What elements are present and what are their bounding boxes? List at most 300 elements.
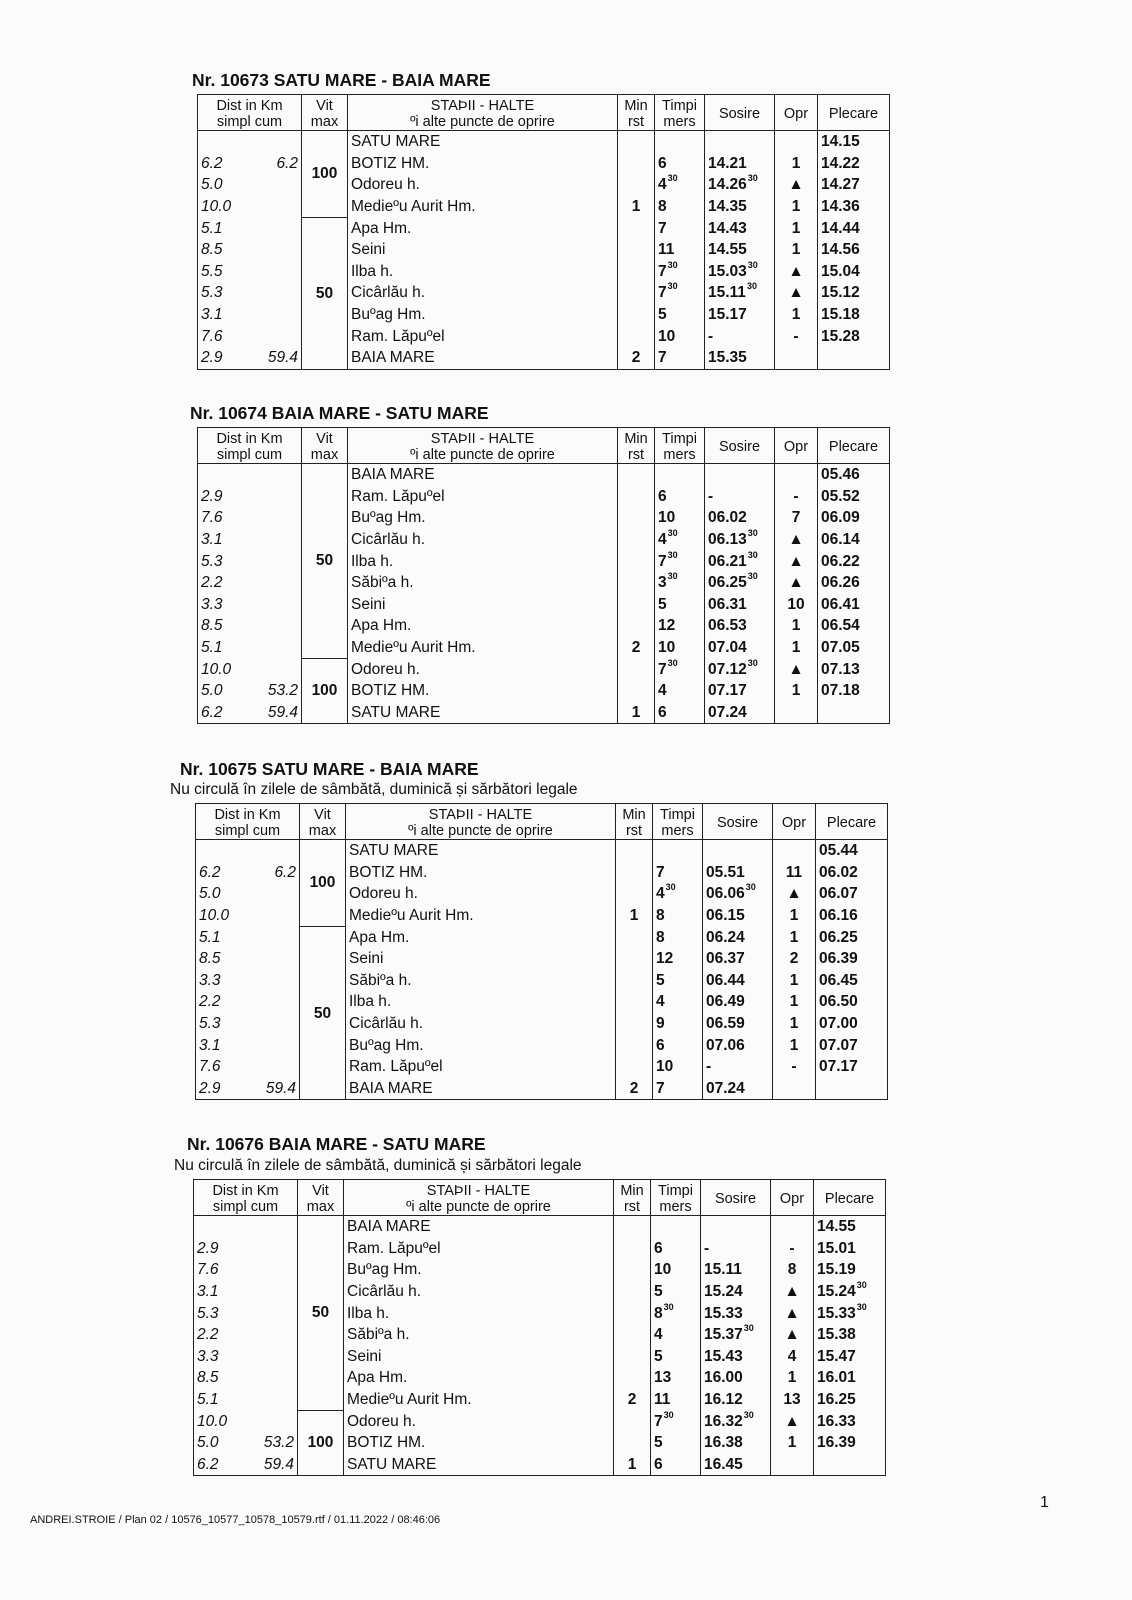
distance-simple: 7.6 bbox=[198, 507, 250, 529]
header-label: Plecare bbox=[824, 1190, 875, 1207]
departure-time bbox=[814, 1324, 886, 1346]
departure-value: 06.41 bbox=[821, 595, 860, 613]
distance-simple: 3.1 bbox=[194, 1281, 246, 1303]
station-name: Ram. Lăpuºel bbox=[348, 486, 618, 508]
station-name: Apa Hm. bbox=[348, 615, 618, 637]
stop-duration: ▲ bbox=[771, 1302, 814, 1324]
distance-cumulative bbox=[248, 970, 300, 992]
stop-duration bbox=[775, 131, 818, 153]
travel-time bbox=[655, 529, 705, 551]
station-row bbox=[194, 1346, 886, 1368]
stop-duration: 1 bbox=[771, 1367, 814, 1389]
departure-value: 15.01 bbox=[817, 1239, 856, 1257]
travel-time-value: 4 bbox=[658, 176, 667, 194]
arrival-time bbox=[705, 196, 775, 218]
header-min-rest bbox=[616, 804, 653, 840]
distance-cumulative bbox=[246, 1281, 298, 1303]
travel-time-value: 7 bbox=[654, 1412, 663, 1430]
station-row bbox=[198, 529, 890, 551]
arrival-time bbox=[703, 926, 773, 948]
departure-value: 14.15 bbox=[821, 133, 860, 151]
arrival-time bbox=[701, 1259, 771, 1281]
station-name: Săbiºa h. bbox=[348, 572, 618, 594]
departure-value: 15.38 bbox=[817, 1326, 856, 1344]
distance-cumulative bbox=[250, 174, 302, 196]
arrival-time bbox=[703, 970, 773, 992]
header-stations bbox=[348, 428, 618, 464]
stop-duration: ▲ bbox=[775, 282, 818, 304]
distance-cumulative bbox=[250, 282, 302, 304]
station-name: BAIA MARE bbox=[348, 464, 618, 486]
header-label: rst bbox=[627, 113, 645, 130]
arrival-value: 06.13 bbox=[708, 531, 747, 549]
superscript-seconds: 30 bbox=[743, 1323, 754, 1334]
arrival-time bbox=[701, 1389, 771, 1411]
distance-cumulative bbox=[248, 991, 300, 1013]
departure-value: 06.16 bbox=[819, 907, 858, 925]
travel-time bbox=[653, 926, 703, 948]
min-rest bbox=[618, 217, 655, 239]
distance-simple: 5.3 bbox=[198, 550, 250, 572]
distance-cumulative bbox=[246, 1302, 298, 1324]
arrival-time bbox=[703, 905, 773, 927]
distance-simple: 3.3 bbox=[194, 1346, 246, 1368]
travel-time-value: 4 bbox=[658, 682, 667, 700]
departure-value: 16.25 bbox=[817, 1391, 856, 1409]
stop-duration: 1 bbox=[773, 926, 816, 948]
superscript-seconds: 30 bbox=[856, 1302, 867, 1312]
header-label: Sosire bbox=[714, 1190, 757, 1207]
arrival-time bbox=[705, 615, 775, 637]
distance-simple: 3.3 bbox=[196, 970, 248, 992]
header-min-rest bbox=[614, 1180, 651, 1216]
distance-simple bbox=[198, 464, 250, 486]
station-name: Medieºu Aurit Hm. bbox=[346, 905, 616, 927]
distance-simple: 2.9 bbox=[198, 347, 250, 369]
arrival-value: 06.02 bbox=[708, 509, 747, 527]
min-rest bbox=[618, 594, 655, 616]
arrival-value: 06.06 bbox=[706, 885, 745, 903]
station-name: Ram. Lăpuºel bbox=[346, 1056, 616, 1078]
departure-time bbox=[818, 239, 890, 261]
stop-duration: ▲ bbox=[775, 261, 818, 283]
station-row bbox=[198, 325, 890, 347]
arrival-time bbox=[705, 486, 775, 508]
station-row bbox=[196, 862, 888, 884]
distance-cumulative: 53.2 bbox=[246, 1432, 298, 1454]
distance-cumulative bbox=[250, 131, 302, 153]
distance-simple: 2.9 bbox=[196, 1078, 248, 1100]
travel-time bbox=[651, 1281, 701, 1303]
superscript-seconds: 30 bbox=[747, 571, 758, 582]
departure-value: 05.44 bbox=[819, 842, 858, 860]
station-row bbox=[198, 196, 890, 218]
travel-time-value: 5 bbox=[654, 1347, 663, 1365]
stop-duration: 1 bbox=[775, 304, 818, 326]
min-rest bbox=[618, 131, 655, 153]
departure-value: 16.01 bbox=[817, 1369, 856, 1387]
arrival-value: 15.24 bbox=[704, 1283, 743, 1301]
min-rest bbox=[616, 883, 653, 905]
min-rest bbox=[616, 948, 653, 970]
arrival-value: 07.17 bbox=[708, 682, 747, 700]
station-row bbox=[194, 1389, 886, 1411]
station-name: Cicârlău h. bbox=[348, 282, 618, 304]
station-row bbox=[196, 970, 888, 992]
distance-simple: 3.1 bbox=[198, 304, 250, 326]
travel-time bbox=[651, 1324, 701, 1346]
stop-duration: ▲ bbox=[775, 550, 818, 572]
station-row bbox=[196, 840, 888, 862]
max-speed: 100 bbox=[302, 131, 348, 218]
arrival-value: 15.37 bbox=[704, 1326, 743, 1344]
travel-time bbox=[655, 507, 705, 529]
distance-cumulative bbox=[250, 217, 302, 239]
travel-time bbox=[655, 347, 705, 369]
header-label: max bbox=[308, 822, 337, 839]
station-name: Ram. Lăpuºel bbox=[348, 325, 618, 347]
arrival-value: 16.12 bbox=[704, 1391, 743, 1409]
header-label: STAÞII - HALTE bbox=[430, 97, 535, 114]
header-label: STAÞII - HALTE bbox=[428, 806, 533, 823]
arrival-time bbox=[703, 1056, 773, 1078]
min-rest: 1 bbox=[614, 1454, 651, 1476]
header-label: cum bbox=[254, 446, 283, 463]
header-label: Vit bbox=[316, 430, 333, 447]
header-stop bbox=[773, 804, 816, 840]
stop-duration bbox=[771, 1454, 814, 1476]
stop-duration: - bbox=[775, 325, 818, 347]
header-label: max bbox=[310, 113, 339, 130]
arrival-time bbox=[705, 153, 775, 175]
departure-time bbox=[818, 486, 890, 508]
distance-cumulative: 59.4 bbox=[250, 702, 302, 724]
train-title: Nr. 10673 SATU MARE - BAIA MARE bbox=[192, 70, 491, 90]
distance-cumulative bbox=[250, 658, 302, 680]
min-rest bbox=[614, 1238, 651, 1260]
station-row bbox=[196, 926, 888, 948]
departure-value: 15.18 bbox=[821, 306, 860, 324]
travel-time bbox=[655, 282, 705, 304]
station-row bbox=[196, 1078, 888, 1100]
distance-simple: 3.1 bbox=[198, 529, 250, 551]
min-rest: 2 bbox=[618, 347, 655, 369]
distance-cumulative bbox=[248, 1013, 300, 1035]
superscript-seconds: 30 bbox=[747, 528, 758, 539]
distance-cumulative bbox=[246, 1238, 298, 1260]
station-name: Medieºu Aurit Hm. bbox=[348, 637, 618, 659]
travel-time bbox=[651, 1454, 701, 1476]
header-stations bbox=[346, 804, 616, 840]
travel-time-value: 7 bbox=[658, 660, 667, 678]
departure-time bbox=[818, 261, 890, 283]
departure-value: 07.00 bbox=[819, 1015, 858, 1033]
arrival-value: 16.00 bbox=[704, 1369, 743, 1387]
departure-value: 06.39 bbox=[819, 950, 858, 968]
min-rest bbox=[618, 550, 655, 572]
station-name: Seini bbox=[348, 594, 618, 616]
distance-simple bbox=[198, 131, 250, 153]
min-rest bbox=[618, 174, 655, 196]
distance-cumulative bbox=[246, 1216, 298, 1238]
station-name: SATU MARE bbox=[346, 840, 616, 862]
header-row bbox=[194, 1180, 886, 1216]
stop-duration bbox=[773, 1078, 816, 1100]
max-speed: 100 bbox=[302, 658, 348, 723]
distance-cumulative bbox=[250, 239, 302, 261]
travel-time-value: 11 bbox=[654, 1391, 671, 1409]
timetable bbox=[197, 427, 890, 724]
departure-time bbox=[814, 1346, 886, 1368]
departure-time bbox=[818, 347, 890, 369]
distance-cumulative: 53.2 bbox=[250, 680, 302, 702]
superscript-seconds: 30 bbox=[856, 1280, 867, 1291]
header-travel-time bbox=[655, 428, 705, 464]
station-row bbox=[198, 658, 890, 680]
travel-time-value: 13 bbox=[654, 1369, 672, 1387]
departure-time bbox=[814, 1410, 886, 1432]
departure-time bbox=[814, 1432, 886, 1454]
min-rest bbox=[618, 658, 655, 680]
min-rest bbox=[614, 1324, 651, 1346]
distance-simple: 2.2 bbox=[194, 1324, 246, 1346]
station-row bbox=[198, 347, 890, 369]
min-rest: 1 bbox=[618, 196, 655, 218]
arrival-time bbox=[701, 1216, 771, 1238]
min-rest bbox=[618, 529, 655, 551]
station-name: Odoreu h. bbox=[346, 883, 616, 905]
departure-time bbox=[814, 1259, 886, 1281]
distance-simple: 5.3 bbox=[198, 282, 250, 304]
station-row bbox=[194, 1324, 886, 1346]
arrival-value: 15.11 bbox=[708, 284, 746, 302]
arrival-time bbox=[701, 1432, 771, 1454]
stop-duration bbox=[775, 464, 818, 486]
distance-cumulative bbox=[248, 948, 300, 970]
timetable bbox=[197, 94, 890, 370]
stop-duration: - bbox=[775, 486, 818, 508]
travel-time bbox=[655, 658, 705, 680]
departure-time bbox=[818, 615, 890, 637]
departure-value: 06.45 bbox=[819, 971, 858, 989]
travel-time-value: 8 bbox=[656, 928, 665, 946]
station-name: Ilba h. bbox=[346, 991, 616, 1013]
stop-duration: ▲ bbox=[771, 1281, 814, 1303]
travel-time bbox=[655, 217, 705, 239]
travel-time-value: 10 bbox=[654, 1261, 672, 1279]
arrival-value: - bbox=[708, 487, 714, 505]
travel-time-value: 7 bbox=[656, 1079, 665, 1097]
superscript-seconds: 30 bbox=[663, 1302, 674, 1312]
min-rest bbox=[616, 926, 653, 948]
station-row bbox=[198, 550, 890, 572]
departure-value: 06.14 bbox=[821, 531, 860, 549]
station-name: BAIA MARE bbox=[346, 1078, 616, 1100]
station-row bbox=[196, 1056, 888, 1078]
train-title: Nr. 10675 SATU MARE - BAIA MARE bbox=[180, 759, 479, 779]
arrival-value: 07.12 bbox=[708, 660, 747, 678]
departure-time bbox=[816, 1056, 888, 1078]
travel-time-value: 7 bbox=[658, 262, 667, 280]
header-label: ºi alte puncte de oprire bbox=[408, 822, 553, 839]
departure-value: 16.33 bbox=[817, 1412, 856, 1430]
departure-value: 14.56 bbox=[821, 241, 860, 259]
stop-duration: 1 bbox=[773, 1034, 816, 1056]
header-label: Opr bbox=[783, 105, 809, 122]
station-name: Ilba h. bbox=[348, 550, 618, 572]
stop-duration: ▲ bbox=[775, 572, 818, 594]
travel-time-value: 8 bbox=[656, 907, 665, 925]
station-row bbox=[194, 1432, 886, 1454]
arrival-time bbox=[703, 840, 773, 862]
header-label: STAÞII - HALTE bbox=[430, 430, 535, 447]
header-label: ºi alte puncte de oprire bbox=[410, 113, 555, 130]
header-departure bbox=[818, 428, 890, 464]
station-row bbox=[198, 304, 890, 326]
distance-simple bbox=[194, 1216, 246, 1238]
min-rest bbox=[618, 304, 655, 326]
departure-value: 15.19 bbox=[817, 1261, 856, 1279]
travel-time bbox=[655, 239, 705, 261]
stop-duration: 10 bbox=[775, 594, 818, 616]
min-rest bbox=[616, 991, 653, 1013]
departure-time bbox=[818, 594, 890, 616]
header-label: max bbox=[310, 446, 339, 463]
arrival-value: 05.51 bbox=[706, 863, 745, 881]
station-name: Cicârlău h. bbox=[348, 529, 618, 551]
superscript-seconds: 30 bbox=[667, 571, 678, 582]
header-label: Min bbox=[622, 806, 646, 823]
arrival-value: - bbox=[706, 1058, 712, 1076]
departure-value: 07.18 bbox=[821, 682, 860, 700]
station-name: Medieºu Aurit Hm. bbox=[344, 1389, 614, 1411]
station-name: SATU MARE bbox=[348, 702, 618, 724]
distance-simple: 7.6 bbox=[194, 1259, 246, 1281]
distance-simple: 5.3 bbox=[196, 1013, 248, 1035]
travel-time bbox=[651, 1216, 701, 1238]
departure-value: 07.07 bbox=[819, 1036, 858, 1054]
departure-time bbox=[818, 282, 890, 304]
min-rest bbox=[614, 1281, 651, 1303]
header-label: Vit bbox=[314, 806, 331, 823]
station-row bbox=[196, 1034, 888, 1056]
station-name: Ilba h. bbox=[344, 1302, 614, 1324]
distance-cumulative: 59.4 bbox=[248, 1078, 300, 1100]
distance-simple: 6.2 bbox=[198, 702, 250, 724]
station-row bbox=[198, 131, 890, 153]
distance-simple: 8.5 bbox=[194, 1367, 246, 1389]
arrival-time bbox=[701, 1302, 771, 1324]
station-row bbox=[198, 464, 890, 486]
train-title: Nr. 10676 BAIA MARE - SATU MARE bbox=[187, 1134, 486, 1154]
min-rest bbox=[618, 680, 655, 702]
distance-cumulative bbox=[250, 637, 302, 659]
departure-value: 07.17 bbox=[819, 1058, 858, 1076]
distance-simple: 5.0 bbox=[194, 1432, 246, 1454]
header-label: in Km bbox=[241, 1182, 279, 1199]
departure-value: 05.52 bbox=[821, 487, 860, 505]
stop-duration bbox=[773, 840, 816, 862]
station-name: Buºag Hm. bbox=[348, 304, 618, 326]
travel-time bbox=[651, 1367, 701, 1389]
travel-time bbox=[653, 840, 703, 862]
header-label: Dist bbox=[216, 97, 242, 114]
travel-time bbox=[655, 325, 705, 347]
stop-duration: - bbox=[771, 1238, 814, 1260]
stop-duration: 1 bbox=[775, 680, 818, 702]
travel-time-value: 12 bbox=[658, 617, 676, 635]
departure-value: 06.54 bbox=[821, 617, 860, 635]
travel-time-value: 6 bbox=[654, 1239, 663, 1257]
stop-duration: 11 bbox=[773, 862, 816, 884]
header-departure bbox=[818, 95, 890, 131]
header-label: mers bbox=[663, 446, 696, 463]
departure-value: 06.22 bbox=[821, 552, 860, 570]
header-arrival bbox=[703, 804, 773, 840]
min-rest: 2 bbox=[614, 1389, 651, 1411]
distance-simple: 3.1 bbox=[196, 1034, 248, 1056]
distance-simple: 7.6 bbox=[198, 325, 250, 347]
arrival-time bbox=[701, 1324, 771, 1346]
station-name: Seini bbox=[346, 948, 616, 970]
distance-cumulative bbox=[250, 486, 302, 508]
travel-time-value: 5 bbox=[656, 971, 665, 989]
stop-duration: 1 bbox=[775, 637, 818, 659]
station-name: Seini bbox=[348, 239, 618, 261]
stop-duration: 1 bbox=[773, 905, 816, 927]
distance-simple: 10.0 bbox=[194, 1410, 246, 1432]
header-label: max bbox=[306, 1198, 335, 1215]
station-row bbox=[198, 637, 890, 659]
distance-cumulative bbox=[250, 615, 302, 637]
header-travel-time bbox=[653, 804, 703, 840]
arrival-value: 14.35 bbox=[708, 198, 747, 216]
station-row bbox=[194, 1238, 886, 1260]
departure-time bbox=[818, 507, 890, 529]
departure-value: 06.26 bbox=[821, 574, 860, 592]
travel-time bbox=[655, 196, 705, 218]
travel-time-value: 7 bbox=[656, 863, 665, 881]
distance-simple: 10.0 bbox=[198, 658, 250, 680]
distance-cumulative bbox=[250, 196, 302, 218]
distance-cumulative bbox=[246, 1367, 298, 1389]
travel-time-value: 7 bbox=[658, 349, 667, 367]
header-row bbox=[196, 804, 888, 840]
min-rest: 2 bbox=[616, 1078, 653, 1100]
departure-time bbox=[818, 174, 890, 196]
travel-time-value: 10 bbox=[658, 639, 676, 657]
stop-duration bbox=[775, 347, 818, 369]
timetable bbox=[193, 1179, 886, 1476]
arrival-value: 06.21 bbox=[708, 552, 747, 570]
departure-time bbox=[816, 926, 888, 948]
superscript-seconds: 30 bbox=[743, 1410, 754, 1420]
header-label: Dist bbox=[214, 806, 240, 823]
distance-simple: 5.3 bbox=[194, 1302, 246, 1324]
stop-duration: ▲ bbox=[775, 658, 818, 680]
departure-value: 15.28 bbox=[821, 327, 860, 345]
travel-time-value: 8 bbox=[658, 198, 667, 216]
distance-simple: 5.0 bbox=[198, 680, 250, 702]
arrival-value: 06.37 bbox=[706, 950, 745, 968]
arrival-time bbox=[701, 1410, 771, 1432]
distance-simple: 5.1 bbox=[198, 637, 250, 659]
travel-time-value: 10 bbox=[658, 509, 676, 527]
departure-time bbox=[818, 325, 890, 347]
arrival-value: 07.06 bbox=[706, 1036, 745, 1054]
superscript-seconds: 30 bbox=[746, 282, 757, 292]
travel-time-value: 12 bbox=[656, 950, 674, 968]
